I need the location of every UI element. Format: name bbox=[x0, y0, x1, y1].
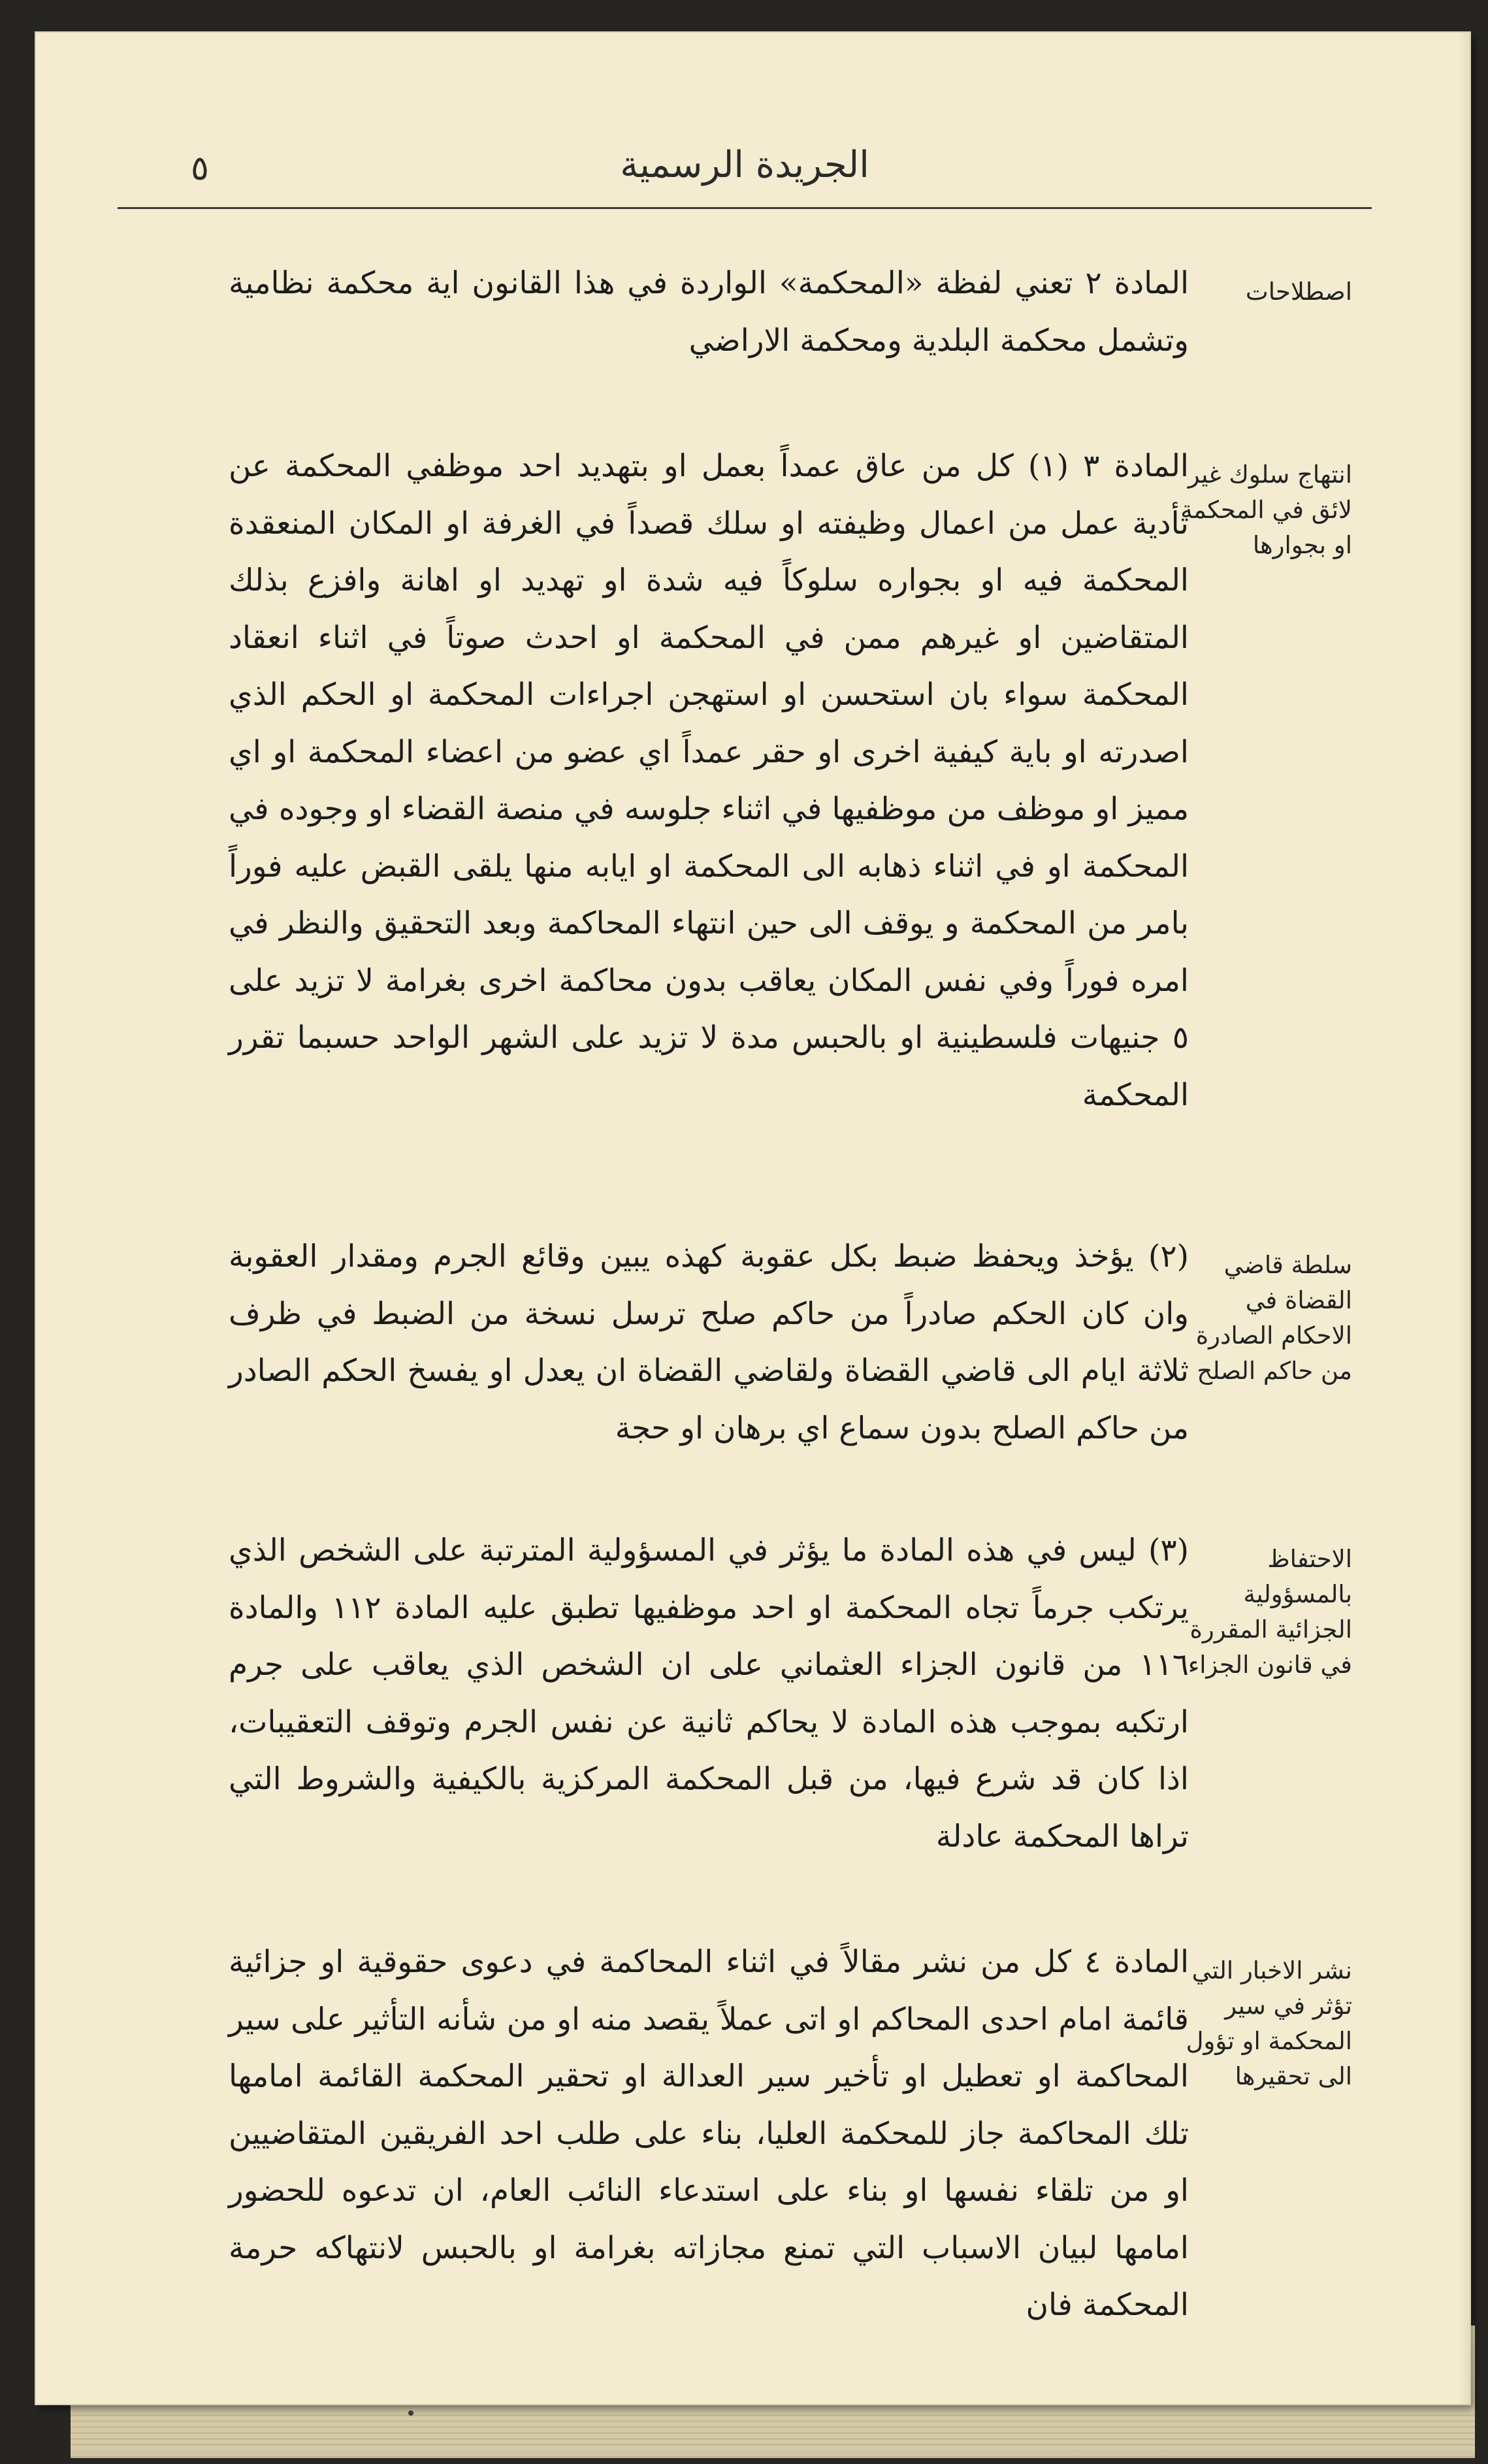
gazette-title: الجريدة الرسمية bbox=[620, 144, 869, 186]
article-4-section bbox=[118, 1914, 1372, 2332]
margin-note: نشر الاخبار التي تؤثر في سير المحكمة او تؤول الى تحقيرها bbox=[1186, 1956, 1352, 2090]
article-text: (٣) ليس في هذه المادة ما يؤثر في المسؤولية المترتبة على الشخص الذي يرتكب جرماً تجاه المحكمة او احد موظفيها تطبق عليه المادة ١١٢ والمادة ١١٦ من قانون الجزاء العثماني على ان الشخص الذي يعاقب على جرم ارتكبه بموجب هذه المادة لا يحاكم ثانية عن نفس الجرم وتوقف التعقيبات، اذا كان قد شرع فيها، من قبل المحكمة المركزية بالكيفية والشروط التي تراها المحكمة عادلة bbox=[229, 1532, 1189, 1855]
page-number: ٥ bbox=[191, 149, 209, 188]
article-3-2-section bbox=[118, 1208, 1372, 1483]
margin-note: الاحتفاظ بالمسؤولية الجزائية المقررة في قانون الجزاء bbox=[1188, 1545, 1352, 1679]
ink-speck bbox=[408, 2410, 413, 2416]
margin-note: اصطلاحات bbox=[1245, 278, 1352, 306]
article-3-3-section bbox=[118, 1509, 1372, 1894]
article-text: المادة ٤ كل من نشر مقالاً في اثناء المحاكمة في دعوى حقوقية او جزائية قائمة امام احدى المحاكم او اتى عملاً يقصد منه او من شأنه التأثير على سير المحاكمة او تعطيل او تأخير سير العدالة او تحقير المحكمة القائمة امامها تلك المحاكمة جاز للمحكمة العليا، بناء على طلب احد الفريقين المتقاضيين او من تلقاء نفسها او بناء على استدعاء النائب العام، ان تدعوه للحضور امامها لبيان الاسباب التي تمنع مجازاته بغرامة او بالحبس لانتهاكه حرمة المحكمة فان bbox=[229, 1944, 1189, 2323]
article-2-section bbox=[118, 248, 1372, 392]
article-text: المادة ٢ تعني لفظة «المحكمة» الواردة في هذا القانون اية محكمة نظامية وتشمل محكمة البلدية ومحكمة الاراضي bbox=[229, 265, 1189, 359]
article-text: (٢) يؤخذ ويحفظ ضبط بكل عقوبة كهذه يبين وقائع الجرم ومقدار العقوبة وان كان الحكم صادراً من حاكم صلح ترسل نسخة من الضبط في ظرف ثلاثة ايام الى قاضي القضاة ولقاضي القضاة ان يعدل او يفسخ الحكم الصادر من حاكم الصلح بدون سماع اي برهان او حجة bbox=[229, 1239, 1189, 1446]
page-header bbox=[118, 124, 1372, 209]
article-text: المادة ٣ (١) كل من عاق عمداً بعمل او بتهديد احد موظفي المحكمة عن تأدية عمل من اعمال وظيفته او سلك قصداً في الغرفة او المكان المنعقدة المحكمة فيه او بجواره سلوكاً فيه شدة او تهديد او اهانة وافزع بذلك المتقاضين او غيرهم ممن في المحكمة او احدث صوتاً في اثناء انعقاد المحكمة سواء بان استحسن او استهجن اجراءات المحكمة او الحكم الذي اصدرته او باية كيفية اخرى او حقر عمداً اي عضو من اعضاء المحكمة او اي مميز او موظف من موظفيها في اثناء جلوسه في منصة القضاء او وجوده في المحكمة او في اثناء ذهابه الى المحكمة او ايابه منها يلقى القبض عليه فوراً بامر من المحكمة و يوقف الى حين انتهاء المحاكمة وبعد التحقيق والنظر في امره فوراً وفي نفس المكان يعاقب بدون محاكمة اخرى بغرامة لا تزيد على ٥ جنيهات فلسطينية او بالحبس مدة لا تزيد على الشهر الواحد حسبما تقرر المحكمة bbox=[229, 448, 1189, 1113]
margin-note: سلطة قاضي القضاة في الاحكام الصادرة من حاكم الصلح bbox=[1195, 1251, 1352, 1385]
margin-note: انتهاج سلوك غير لائق في المحكمة او بجوارها bbox=[1180, 461, 1352, 559]
header-rule bbox=[118, 207, 1372, 209]
article-3-1-section bbox=[118, 418, 1372, 1195]
page-edge-shadow bbox=[1458, 33, 1470, 2404]
page-stack-lines bbox=[71, 2410, 1475, 2450]
document-page bbox=[36, 33, 1470, 2404]
